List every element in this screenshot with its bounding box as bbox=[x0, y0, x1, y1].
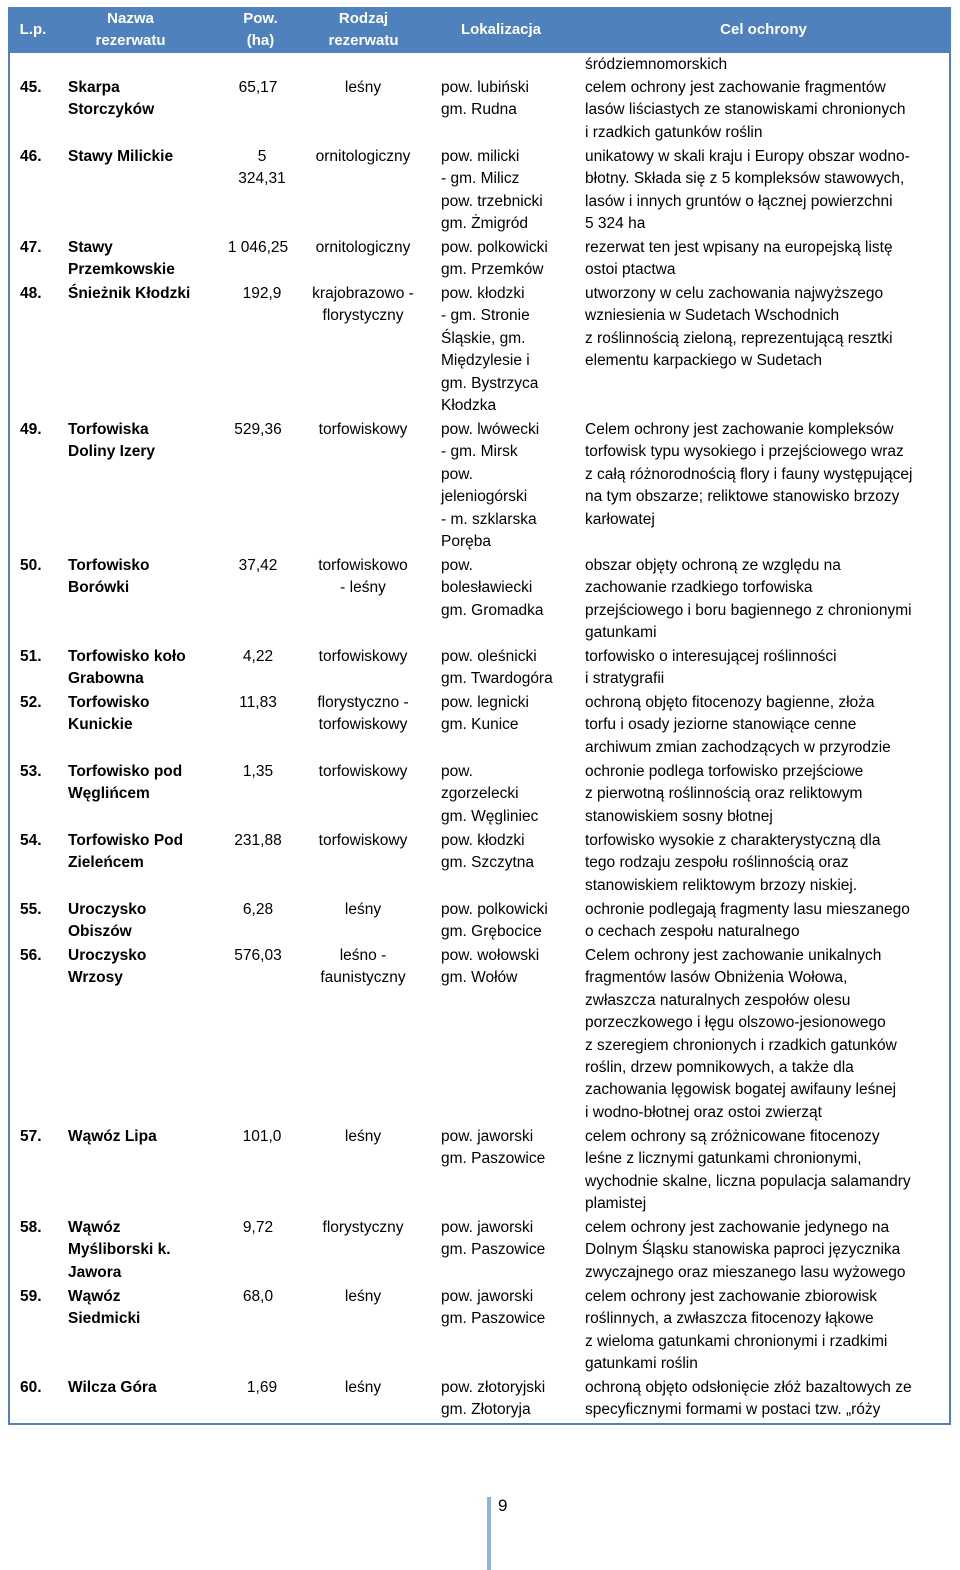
cell-lp: 50. bbox=[20, 557, 42, 574]
cell-nazwa: Śnieżnik Kłodzki bbox=[68, 285, 191, 302]
cell-lp: 56. bbox=[20, 947, 42, 964]
cell-lok: pow. jaworski gm. Paszowice bbox=[441, 1288, 546, 1328]
cell-lok: pow. lwówecki - gm. Mirsk pow. jeleniogórski - m. szklarska Poręba bbox=[441, 421, 540, 551]
cell-lok: pow. złotoryjski gm. Złotoryja bbox=[441, 1379, 546, 1419]
cell-cel: rezerwat ten jest wpisany na europejską listę ostoi ptactwa bbox=[585, 239, 893, 279]
cell-lok: pow. jaworski gm. Paszowice bbox=[441, 1128, 546, 1168]
cell-rodzaj: torfowiskowy bbox=[318, 832, 408, 849]
cell-lok: pow. lubiński gm. Rudna bbox=[441, 79, 529, 119]
cell-cel: ochronie podlega torfowisko przejściowe z pierwotną roślinnością oraz reliktowym stanowiskiem sosny błotnej bbox=[585, 763, 864, 825]
cell-lok: pow. oleśnicki gm. Twardogóra bbox=[441, 648, 553, 688]
cell-pow: 6,28 bbox=[242, 901, 274, 918]
cell-pow: 529,36 bbox=[234, 421, 282, 438]
header-pow: Pow. (ha) bbox=[243, 10, 278, 49]
footer-line bbox=[487, 1497, 491, 1570]
cell-cel: celem ochrony jest zachowanie jedynego na Dolnym Śląsku stanowiska paproci języcznika zwyczajnego oraz mieszanego lasu wyżowego bbox=[585, 1219, 906, 1281]
header-lokalizacja: Lokalizacja bbox=[460, 21, 542, 38]
cell-lp: 49. bbox=[20, 421, 42, 438]
cell-pow: 11,83 bbox=[239, 694, 277, 711]
cell-rodzaj: leśny bbox=[344, 901, 382, 918]
cell-cel: utworzony w celu zachowania najwyższego wzniesienia w Sudetach Wschodnich z roślinnością zieloną, reprezentującą resztki elementu karpackiego w Sudetach bbox=[585, 285, 893, 370]
header-lp: L.p. bbox=[19, 21, 47, 38]
cell-nazwa: Wilcza Góra bbox=[68, 1379, 157, 1396]
cell-nazwa: Torfowisko Pod Zieleńcem bbox=[68, 832, 184, 872]
cell-cel: ochroną objęto fitocenozy bagienne, złoża torfu i osady jeziorne stanowiące cenne archiwum zmian zachodzących w przyrodzie bbox=[585, 694, 891, 756]
cell-pow: 37,42 bbox=[238, 557, 278, 574]
cell-pow: 101,0 bbox=[242, 1128, 282, 1145]
cell-rodzaj: leśny bbox=[344, 79, 382, 96]
cell-cel: torfowisko wysokie z charakterystyczną dla tego rodzaju zespołu roślinnością oraz stanowiskiem reliktowym brzozy niskiej. bbox=[585, 832, 881, 894]
cell-nazwa: Stawy Przemkowskie bbox=[68, 239, 175, 279]
cell-cel: ochronie podlegają fragmenty lasu mieszanego o cechach zespołu naturalnego bbox=[585, 901, 910, 941]
header-rodzaj: Rodzaj rezerwatu bbox=[328, 10, 399, 49]
cell-lp: 59. bbox=[20, 1288, 42, 1305]
cell-lp: 51. bbox=[20, 648, 42, 665]
cell-lok: pow. legnicki gm. Kunice bbox=[441, 694, 529, 734]
header-nazwa: Nazwa rezerwatu bbox=[95, 10, 166, 49]
cell-cel: Celem ochrony jest zachowanie unikalnych fragmentów lasów Obniżenia Wołowa, zwłaszcza naturalnych zespołów olesu porzeczkowego i łęgu olszowo-jesionowego z szeregiem chronionych i rzadkich gatunków roślin, drzew pomnikowych, a także dla zachowania lęgowisk bogatej awifauny leśnej i wodno-błotnej oraz ostoi zwierząt bbox=[585, 947, 897, 1121]
cell-nazwa: Torfowisko pod Węglińcem bbox=[68, 763, 183, 803]
cell-pow: 4,22 bbox=[242, 648, 274, 665]
cell-rodzaj: leśno - faunistyczny bbox=[320, 947, 406, 987]
cell-lok: pow. kłodzki - gm. Stronie Śląskie, gm. Międzylesie i gm. Bystrzyca Kłodzka bbox=[441, 285, 539, 415]
cell-lok: pow. kłodzki gm. Szczytna bbox=[441, 832, 535, 872]
cell-lok: pow. polkowicki gm. Przemków bbox=[441, 239, 548, 279]
cell-pow: 65,17 bbox=[238, 79, 278, 96]
cell-lp: 45. bbox=[20, 79, 42, 96]
cell-rodzaj: torfowiskowy bbox=[318, 648, 408, 665]
cell-lok: pow. bolesławiecki gm. Gromadka bbox=[441, 557, 544, 619]
cell-pow: 192,9 bbox=[242, 285, 282, 302]
cell-lp: 52. bbox=[20, 694, 42, 711]
cell-rodzaj: leśny bbox=[344, 1128, 382, 1145]
cell-rodzaj: torfowiskowy bbox=[318, 421, 408, 438]
cell-nazwa: Torfowisko Kunickie bbox=[68, 694, 150, 734]
cell-lok: pow. polkowicki gm. Grębocice bbox=[441, 901, 548, 941]
cell-nazwa: Uroczysko Wrzosy bbox=[68, 947, 147, 987]
cell-pow: 9,72 bbox=[242, 1219, 274, 1236]
cell-nazwa: Torfowisko koło Grabowna bbox=[68, 648, 186, 688]
cell-nazwa: Wąwóz Lipa bbox=[68, 1128, 157, 1145]
cell-nazwa: Uroczysko Obiszów bbox=[68, 901, 147, 941]
cell-pow: 1,69 bbox=[246, 1379, 278, 1396]
cell-lok: pow. jaworski gm. Paszowice bbox=[441, 1219, 546, 1259]
cell-nazwa: Stawy Milickie bbox=[68, 148, 174, 165]
cell-nazwa: Torfowiska Doliny Izery bbox=[68, 421, 155, 461]
cell-rodzaj: torfowiskowo - leśny bbox=[318, 557, 408, 597]
cell-lp: 48. bbox=[20, 285, 42, 302]
cell-rodzaj: ornitologiczny bbox=[315, 148, 411, 165]
cell-rodzaj: torfowiskowy bbox=[318, 763, 408, 780]
cell-cel: Celem ochrony jest zachowanie kompleksów torfowisk typu wysokiego i przejściowego wraz z całą różnorodnością flory i fauny występującej na tym obszarze; reliktowe stanowisko brzozy karłowatej bbox=[585, 421, 913, 528]
cell-nazwa: Wąwóz Myśliborski k. Jawora bbox=[68, 1219, 171, 1281]
cell-cel: torfowisko o interesującej roślinności i stratygrafii bbox=[585, 648, 837, 688]
cell-rodzaj: florystyczny bbox=[322, 1219, 404, 1236]
cell-rodzaj: florystyczno - torfowiskowy bbox=[317, 694, 409, 734]
cell-nazwa: Torfowisko Borówki bbox=[68, 557, 150, 597]
cell-cel: obszar objęty ochroną ze względu na zachowanie rzadkiego torfowiska przejściowego i boru bagiennego z chronionymi gatunkami bbox=[585, 557, 912, 642]
cell-pow: 576,03 bbox=[234, 947, 282, 964]
table-header bbox=[8, 7, 951, 53]
page-number: 9 bbox=[498, 1496, 508, 1515]
cell-lp: 57. bbox=[20, 1128, 42, 1145]
cell-pow: 1,35 bbox=[242, 763, 274, 780]
cell-cel: celem ochrony jest zachowanie zbiorowisk roślinnych, a zwłaszcza fitocenozy łąkowe z wieloma gatunkami chronionymi i rzadkimi gatunkami roślin bbox=[585, 1288, 888, 1373]
cell-lp: 47. bbox=[20, 239, 42, 256]
cell-rodzaj: leśny bbox=[344, 1288, 382, 1305]
cell-rodzaj: ornitologiczny bbox=[315, 239, 411, 256]
cell-lp: 55. bbox=[20, 901, 42, 918]
cell-rodzaj: leśny bbox=[344, 1379, 382, 1396]
cell-nazwa: Skarpa Storczyków bbox=[68, 79, 155, 119]
cell-pow: 231,88 bbox=[234, 832, 282, 849]
cell-lok: pow. zgorzelecki gm. Węgliniec bbox=[441, 763, 539, 825]
cell-lok: pow. milicki - gm. Milicz pow. trzebnicki gm. Żmigród bbox=[441, 148, 543, 233]
cell-lp: 54. bbox=[20, 832, 42, 849]
cell-cel: celem ochrony jest zachowanie fragmentów lasów liściastych ze stanowiskami chronionych i rzadkich gatunków roślin bbox=[585, 79, 906, 141]
cell-lp: 53. bbox=[20, 763, 42, 780]
cell-lp: 46. bbox=[20, 148, 42, 165]
cell-lp: 58. bbox=[20, 1219, 42, 1236]
cell-pow: 68,0 bbox=[242, 1288, 274, 1305]
cell-lok: pow. wołowski gm. Wołów bbox=[441, 947, 540, 987]
cell-cel: unikatowy w skali kraju i Europy obszar wodno- błotny. Składa się z 5 kompleksów stawowych, lasów i innych gruntów o łącznej powierzchni 5 324 ha bbox=[585, 148, 910, 233]
cell-cel: celem ochrony są zróżnicowane fitocenozy leśne z licznymi gatunkami chronionymi, wychodnie skalne, liczna populacja salamandry plamistej bbox=[585, 1128, 911, 1213]
header-cel: Cel ochrony bbox=[720, 21, 807, 38]
cell-pow: 1 046,25 bbox=[227, 239, 289, 256]
cell-pow: 5 324,31 bbox=[238, 148, 286, 188]
cell-rodzaj: krajobrazowo - florystyczny bbox=[312, 285, 414, 325]
continuation-text: śródziemnomorskich bbox=[585, 56, 728, 73]
cell-nazwa: Wąwóz Siedmicki bbox=[68, 1288, 141, 1328]
cell-cel: ochroną objęto odsłonięcie złóż bazaltowych ze specyficznymi formami w postaci tzw. „róży bbox=[585, 1379, 912, 1419]
cell-lp: 60. bbox=[20, 1379, 42, 1396]
